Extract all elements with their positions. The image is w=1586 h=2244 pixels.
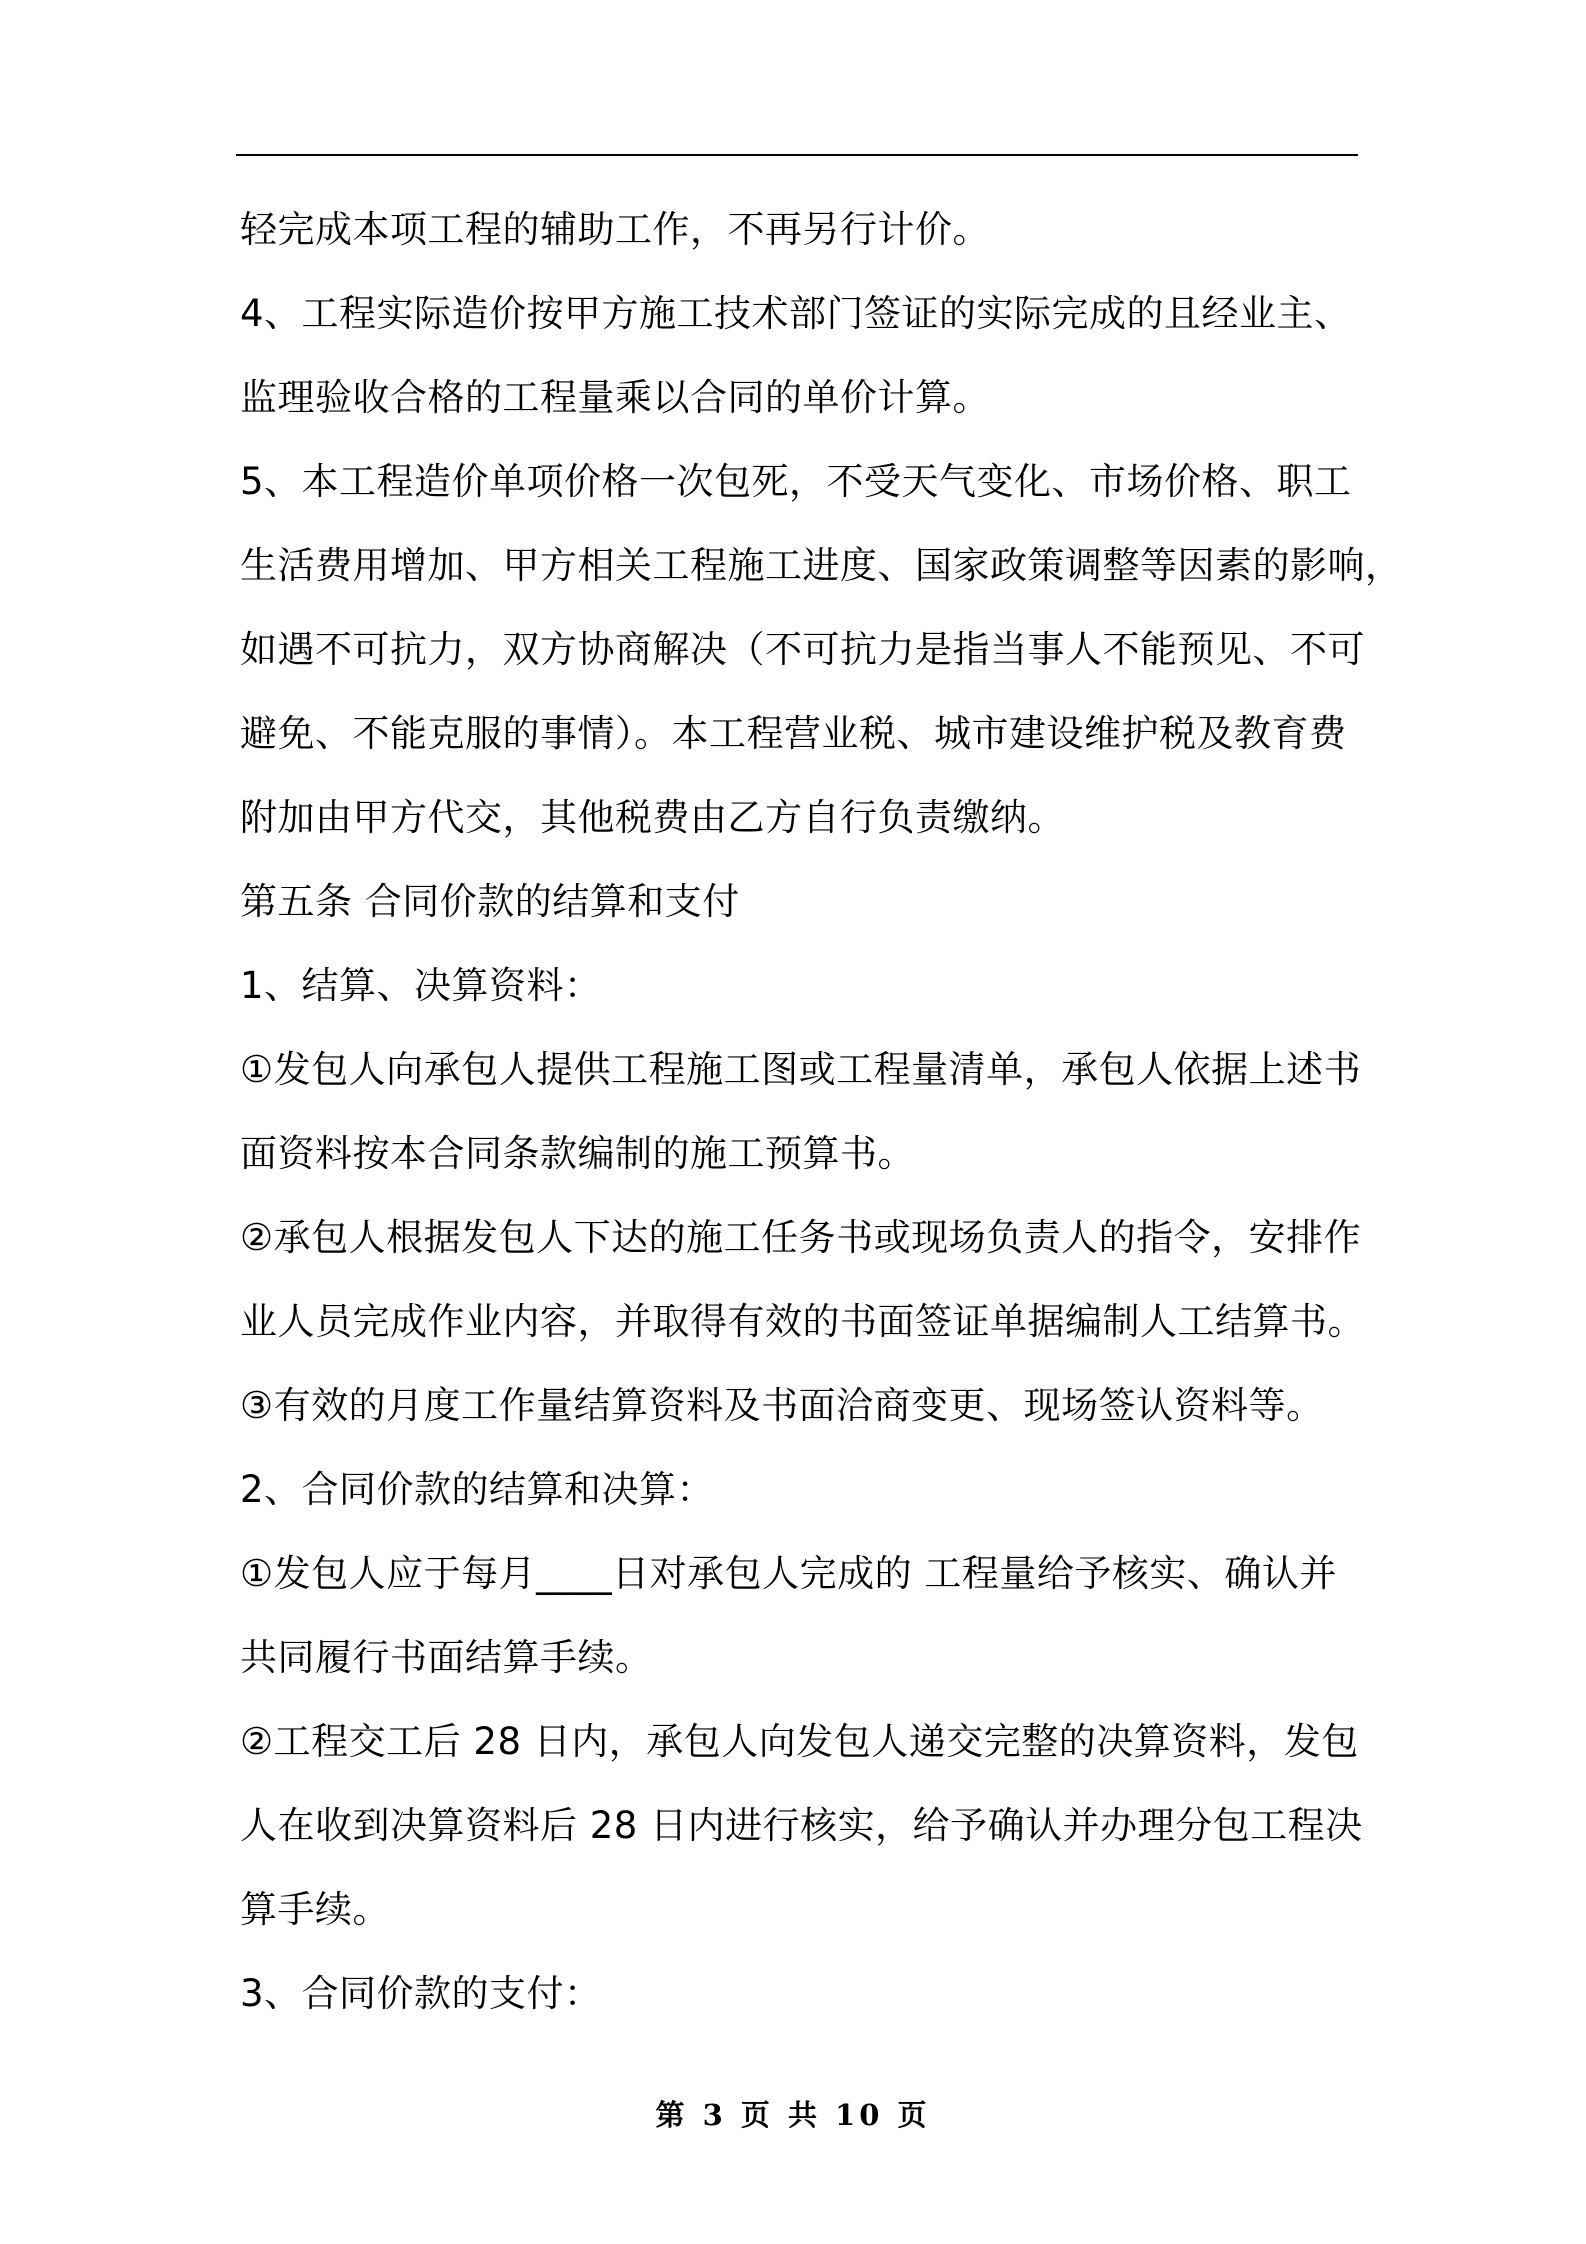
- text-line: 2、合同价款的结算和决算：: [240, 1468, 715, 1511]
- text-line: ①发包人应于每月____日对承包人完成的 工程量给予核实、确认并: [240, 1552, 1337, 1595]
- header-rule: [236, 154, 1358, 156]
- text-line: 4、工程实际造价按甲方施工技术部门签证的实际完成的且经业主、: [240, 292, 1352, 335]
- text-line: ②工程交工后 28 日内，承包人向发包人递交完整的决算资料，发包: [240, 1720, 1359, 1763]
- text-line: 如遇不可抗力，双方协商解决（不可抗力是指当事人不能预见、不可: [240, 628, 1365, 671]
- document-body: [240, 188, 1403, 2036]
- text-line: 附加由甲方代交，其他税费由乙方自行负责缴纳。: [240, 796, 1065, 839]
- text-line: 轻完成本项工程的辅助工作，不再另行计价。: [240, 208, 990, 251]
- text-line: 面资料按本合同条款编制的施工预算书。: [240, 1132, 915, 1175]
- text-line: 3、合同价款的支付：: [240, 1972, 602, 2015]
- text-line: ①发包人向承包人提供工程施工图或工程量清单，承包人依据上述书: [240, 1048, 1362, 1091]
- page-number-footer: 第 3 页 共 10 页: [655, 2098, 931, 2132]
- text-line: 共同履行书面结算手续。: [240, 1636, 653, 1679]
- text-line: 1、结算、决算资料：: [240, 964, 602, 1007]
- text-line: 算手续。: [240, 1888, 390, 1931]
- text-line: 监理验收合格的工程量乘以合同的单价计算。: [240, 376, 990, 419]
- text-line: 5、本工程造价单项价格一次包死，不受天气变化、市场价格、职工: [240, 460, 1352, 503]
- section-heading: 第五条 合同价款的结算和支付: [240, 880, 740, 923]
- text-line: 业人员完成作业内容，并取得有效的书面签证单据编制人工结算书。: [240, 1300, 1365, 1343]
- text-line: 生活费用增加、甲方相关工程施工进度、国家政策调整等因素的影响，: [240, 544, 1403, 587]
- text-line: 避免、不能克服的事情）。本工程营业税、城市建设维护税及教育费: [240, 712, 1347, 755]
- text-line: ②承包人根据发包人下达的施工任务书或现场负责人的指令，安排作: [240, 1216, 1362, 1259]
- text-line: 人在收到决算资料后 28 日内进行核实，给予确认并办理分包工程决: [240, 1804, 1363, 1847]
- text-line: ③有效的月度工作量结算资料及书面洽商变更、现场签认资料等。: [240, 1384, 1324, 1427]
